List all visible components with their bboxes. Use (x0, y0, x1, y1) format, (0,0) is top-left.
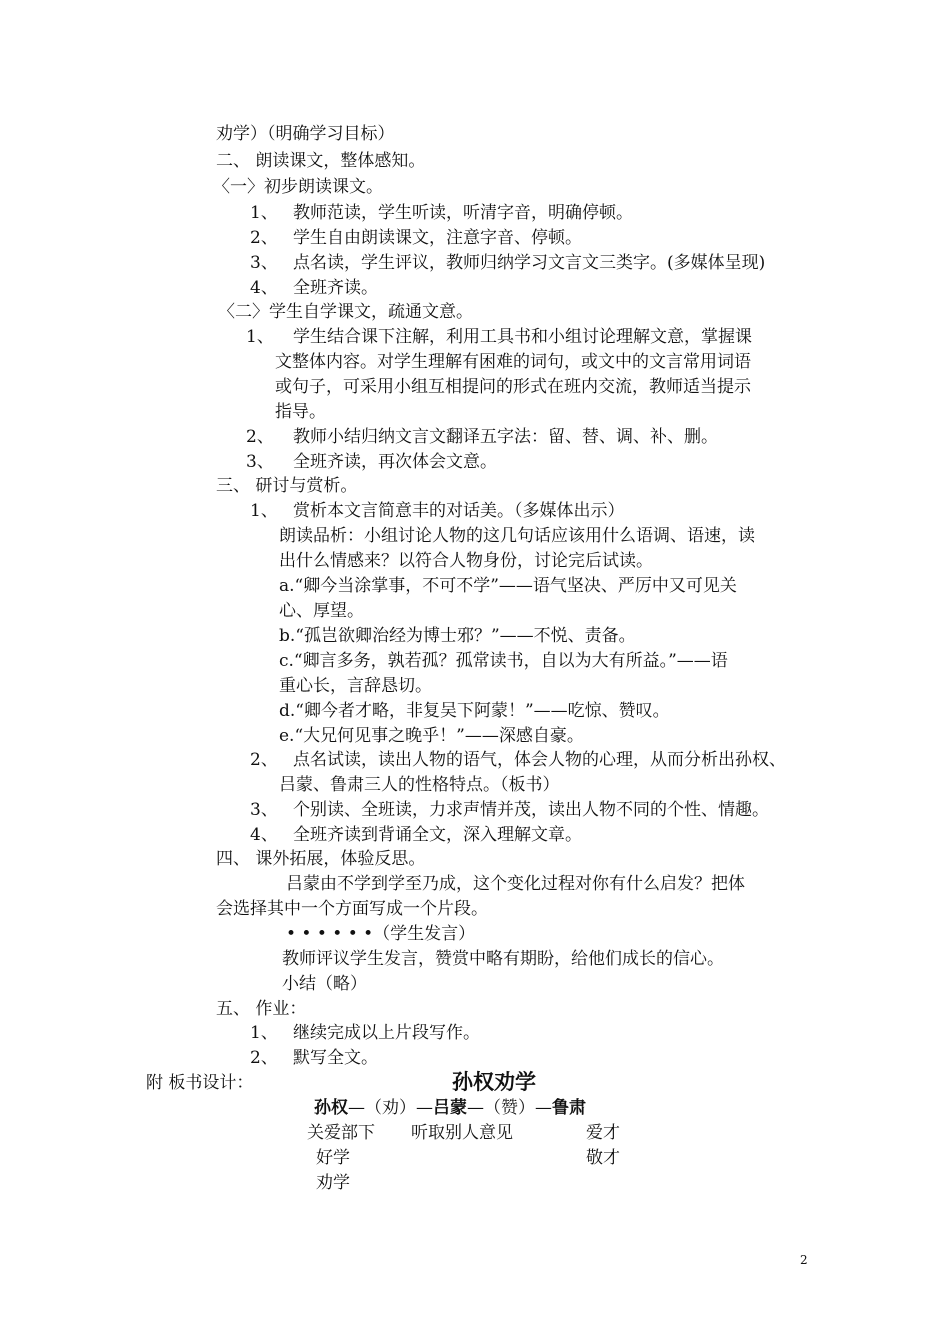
list-number: 3、 (250, 253, 278, 273)
quote-line: c.“卿言多务，孰若孤？孤常读书，自以为大有所益。”——语 (279, 651, 728, 671)
text-line: 教师评议学生发言，赞赏中略有期盼，给他们成长的信心。 (282, 949, 724, 969)
list-item-continuation: 指导。 (275, 402, 326, 422)
text-line: 朗读品析：小组讨论人物的这几句话应该用什么语调、语速，读 (279, 526, 755, 546)
list-number: 3、 (250, 800, 278, 820)
subsection-heading: 〈一〉初步朗读课文。 (213, 177, 383, 197)
board-design-label: 附 板书设计： (146, 1073, 254, 1093)
page-number: 2 (800, 1253, 808, 1267)
list-item: 默写全文。 (293, 1048, 378, 1068)
quote-line: e.“大兄何见事之晚乎！”——深感自豪。 (279, 726, 584, 746)
board-trait: 敬才 (586, 1148, 620, 1168)
list-number: 2、 (250, 228, 278, 248)
quote-line: a.“卿今当涂掌事，不可不学”——语气坚决、严厉中又可见关 (279, 576, 737, 596)
board-name-lvmeng: 吕蒙 (433, 1098, 467, 1118)
text-line: • • • • • •（学生发言） (286, 924, 476, 944)
list-item: 个别读、全班读，力求声情并茂，读出人物不同的个性、情趣。 (293, 800, 769, 820)
list-number: 1、 (246, 327, 274, 347)
list-number: 1、 (250, 203, 278, 223)
quote-line: 心、厚望。 (279, 601, 364, 621)
text-line: 劝学）（明确学习目标） (216, 124, 395, 144)
section-heading: 四、 课外拓展，体验反思。 (216, 849, 426, 869)
board-trait: 劝学 (316, 1173, 350, 1193)
section-heading: 二、 朗读课文，整体感知。 (216, 151, 426, 171)
board-trait: 好学 (316, 1148, 350, 1168)
list-item: 全班齐读，再次体会文意。 (293, 452, 497, 472)
list-number: 1、 (250, 1023, 278, 1043)
list-number: 2、 (250, 750, 278, 770)
quote-line: d.“卿今者才略，非复吴下阿蒙！”——吃惊、赞叹。 (279, 701, 670, 721)
list-item: 点名读，学生评议，教师归纳学习文言文三类字。(多媒体呈现) (293, 253, 766, 273)
text-line: 会选择其中一个方面写成一个片段。 (216, 899, 488, 919)
list-item: 继续完成以上片段写作。 (293, 1023, 480, 1043)
board-title: 孙权劝学 (452, 1070, 536, 1094)
list-number: 4、 (250, 825, 278, 845)
board-trait: 爱才 (586, 1123, 620, 1143)
board-name-sunquan: 孙权 (314, 1098, 348, 1118)
list-item-continuation: 吕蒙、鲁肃三人的性格特点。（板书） (279, 775, 560, 795)
list-number: 3、 (246, 452, 274, 472)
quote-line: 重心长，言辞恳切。 (279, 676, 432, 696)
list-item-continuation: 或句子，可采用小组互相提问的形式在班内交流，教师适当提示 (275, 377, 751, 397)
board-connector: —（赞）— (467, 1098, 552, 1118)
list-item: 全班齐读到背诵全文，深入理解文章。 (293, 825, 582, 845)
list-number: 1、 (250, 501, 278, 521)
list-item: 教师小结归纳文言文翻译五字法：留、替、调、补、删。 (293, 427, 718, 447)
list-item: 全班齐读。 (293, 278, 378, 298)
section-heading: 三、 研讨与赏析。 (216, 476, 358, 496)
text-line: 小结（略） (282, 974, 367, 994)
board-name-lusu: 鲁肃 (552, 1098, 586, 1118)
board-chain (314, 1096, 586, 1120)
list-number: 2、 (246, 427, 274, 447)
quote-line: b.“孤岂欲卿治经为博士邪？”——不悦、责备。 (279, 626, 636, 646)
board-trait: 听取别人意见 (411, 1123, 513, 1143)
board-trait: 关爱部下 (307, 1123, 375, 1143)
list-item: 学生自由朗读课文，注意字音、停顿。 (293, 228, 582, 248)
list-item: 点名试读，读出人物的语气，体会人物的心理，从而分析出孙权、 (293, 750, 786, 770)
list-number: 2、 (250, 1048, 278, 1068)
list-item-continuation: 文整体内容。对学生理解有困难的词句，或文中的文言常用词语 (275, 352, 751, 372)
list-item: 教师范读，学生听读，听清字音，明确停顿。 (293, 203, 633, 223)
subsection-heading: 〈二〉学生自学课文，疏通文意。 (218, 302, 473, 322)
list-item: 赏析本文言简意丰的对话美。（多媒体出示） (293, 501, 625, 521)
list-number: 4、 (250, 278, 278, 298)
section-heading: 五、 作业： (216, 999, 307, 1019)
board-connector: —（劝）— (348, 1098, 433, 1118)
text-line: 出什么情感来？以符合人物身份，讨论完后试读。 (279, 551, 653, 571)
text-line: 吕蒙由不学到学至乃成，这个变化过程对你有什么启发？把体 (286, 874, 745, 894)
list-item: 学生结合课下注解，利用工具书和小组讨论理解文意，掌握课 (293, 327, 752, 347)
